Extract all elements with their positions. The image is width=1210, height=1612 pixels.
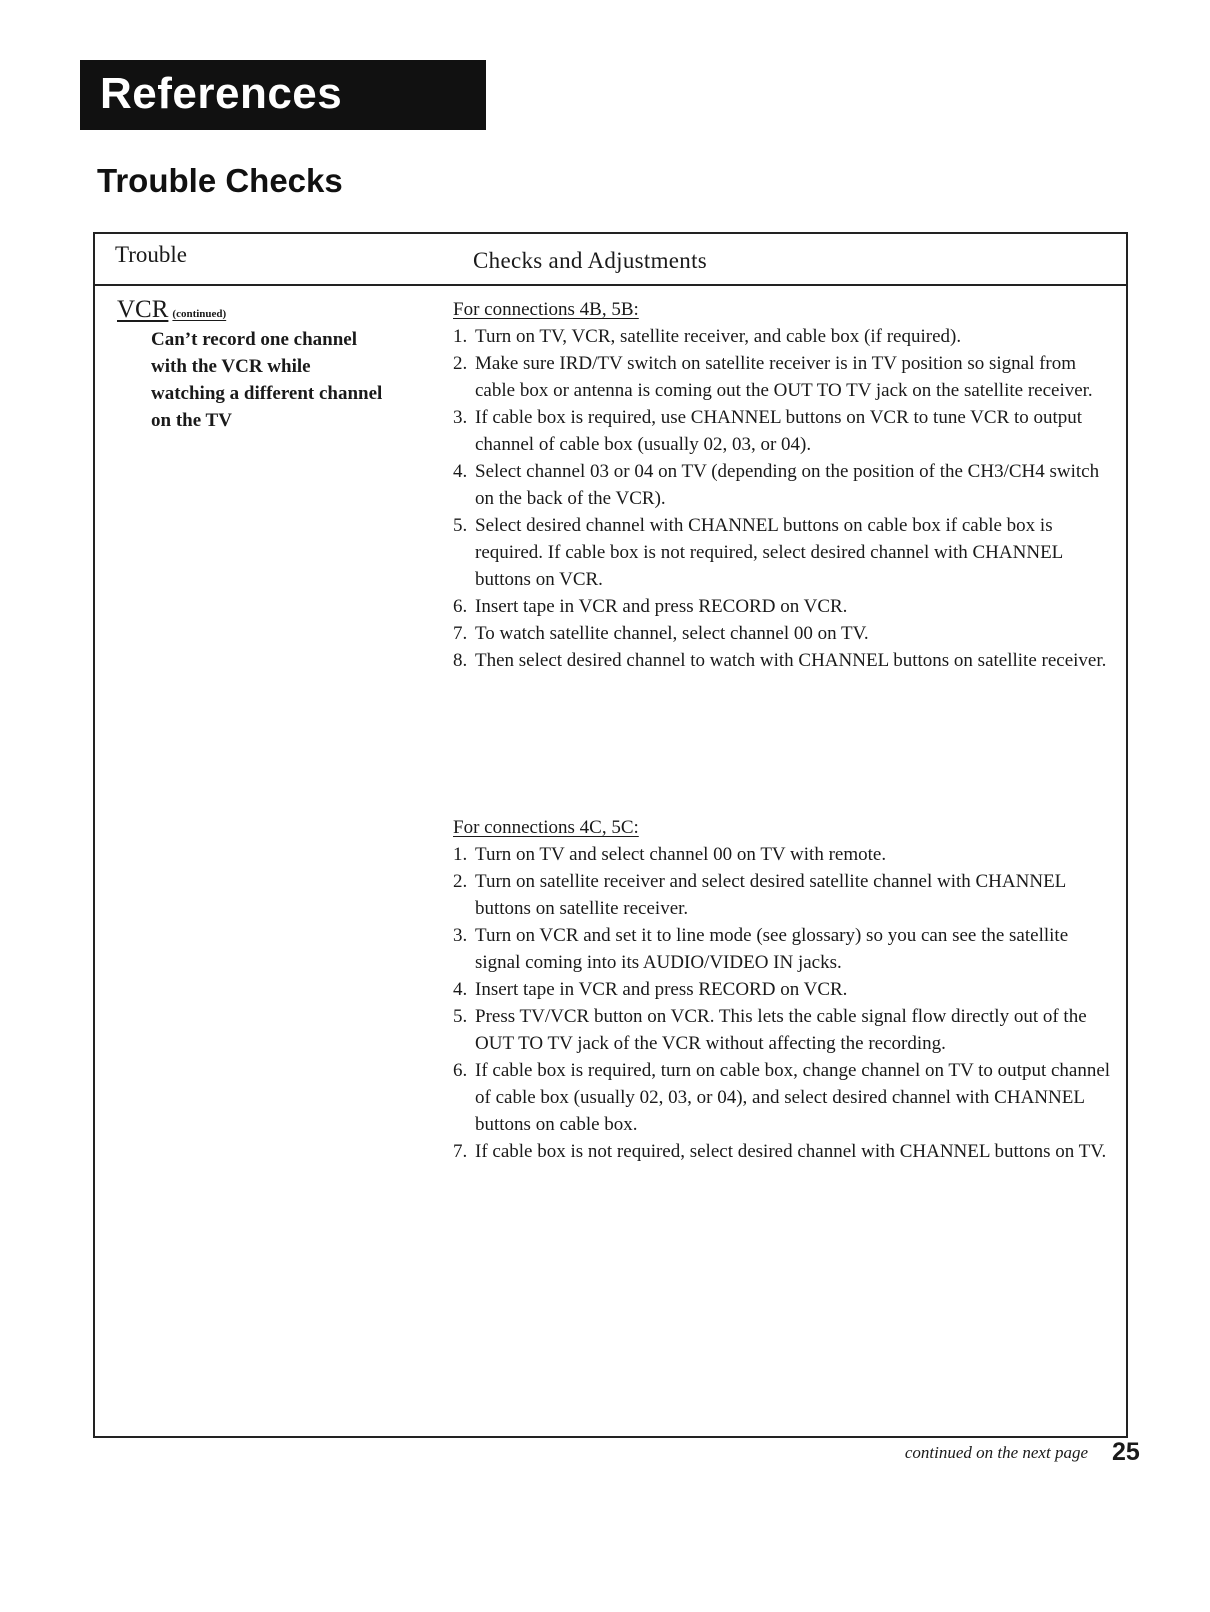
step-number: 2. xyxy=(453,353,468,374)
trouble-description xyxy=(151,326,441,434)
continued-note: continued on the next page xyxy=(904,1443,1088,1462)
checks-block-4b-5b xyxy=(453,296,1113,674)
step-text: Press TV/VCR button on VCR. This lets the cable signal flow directly out of the OUT TO TV jack of the VCR without affecting the recording. xyxy=(475,1006,1087,1054)
header-divider xyxy=(95,284,1126,286)
step-number: 3. xyxy=(453,407,468,428)
step-text: Turn on TV and select channel 00 on TV with remote. xyxy=(475,844,887,865)
step-text: Insert tape in VCR and press RECORD on VCR. xyxy=(475,979,848,1000)
step-item xyxy=(453,868,1113,922)
step-number: 7. xyxy=(453,623,468,644)
step-number: 8. xyxy=(453,650,468,671)
steps-list xyxy=(453,841,1113,1165)
step-text: If cable box is required, turn on cable box, change channel on TV to output channel of cable box (usually 02, 03, or 04), and select desired channel with CHANNEL buttons on cable box. xyxy=(475,1060,1111,1135)
step-text: To watch satellite channel, select channel 00 on TV. xyxy=(475,623,869,644)
step-item xyxy=(453,1057,1113,1138)
step-text: Turn on TV, VCR, satellite receiver, and cable box (if required). xyxy=(475,326,962,347)
trouble-line: watching a different channel xyxy=(151,383,383,404)
step-text: Select channel 03 or 04 on TV (depending on the position of the CH3/CH4 switch on the back of the VCR). xyxy=(475,461,1100,509)
trouble-note: (continued) xyxy=(172,308,227,320)
step-item xyxy=(453,922,1113,976)
step-text: If cable box is required, use CHANNEL buttons on VCR to tune VCR to output channel of cable box (usually 02, 03, or 04). xyxy=(475,407,1083,455)
step-text: Turn on VCR and set it to line mode (see glossary) so you can see the satellite signal coming into its AUDIO/VIDEO IN jacks. xyxy=(475,925,1069,973)
step-number: 7. xyxy=(453,1141,468,1162)
step-item xyxy=(453,404,1113,458)
step-item xyxy=(453,647,1113,674)
page-number: 25 xyxy=(1112,1438,1140,1466)
column-header-trouble: Trouble xyxy=(115,242,187,267)
step-item xyxy=(453,1138,1113,1165)
trouble-line: on the TV xyxy=(151,410,232,431)
step-number: 3. xyxy=(453,925,468,946)
block-heading: For connections 4C, 5C: xyxy=(453,817,639,838)
column-header-checks: Checks and Adjustments xyxy=(473,248,708,273)
step-number: 1. xyxy=(453,326,468,347)
step-number: 4. xyxy=(453,979,468,1000)
step-item xyxy=(453,350,1113,404)
step-item xyxy=(453,976,1113,1003)
step-item xyxy=(453,620,1113,647)
steps-list xyxy=(453,323,1113,674)
step-item xyxy=(453,1003,1113,1057)
step-item xyxy=(453,458,1113,512)
section-banner xyxy=(80,60,486,130)
step-number: 6. xyxy=(453,1060,468,1081)
step-text: Select desired channel with CHANNEL buttons on cable box if cable box is required. If cable box is not required, select desired channel with CHANNEL buttons on VCR. xyxy=(475,515,1063,590)
step-number: 5. xyxy=(453,515,468,536)
trouble-line: Can’t record one channel xyxy=(151,329,357,350)
banner-title: References xyxy=(100,69,343,118)
step-number: 4. xyxy=(453,461,468,482)
step-text: If cable box is not required, select desired channel with CHANNEL buttons on TV. xyxy=(475,1141,1107,1162)
block-heading: For connections 4B, 5B: xyxy=(453,299,639,320)
step-text: Then select desired channel to watch with CHANNEL buttons on satellite receiver. xyxy=(475,650,1107,671)
step-number: 2. xyxy=(453,871,468,892)
trouble-checks-table xyxy=(93,232,1128,1438)
checks-block-4c-5c xyxy=(453,814,1113,1165)
step-item xyxy=(453,323,1113,350)
step-number: 5. xyxy=(453,1006,468,1027)
step-item xyxy=(453,593,1113,620)
page-title: Trouble Checks xyxy=(97,162,343,199)
step-item xyxy=(453,512,1113,593)
trouble-line: with the VCR while xyxy=(151,356,311,377)
step-item xyxy=(453,841,1113,868)
step-text: Make sure IRD/TV switch on satellite receiver is in TV position so signal from cable box or antenna is coming out the OUT TO TV jack on the satellite receiver. xyxy=(475,353,1093,401)
step-number: 6. xyxy=(453,596,468,617)
trouble-name: VCR xyxy=(117,296,169,323)
step-text: Insert tape in VCR and press RECORD on VCR. xyxy=(475,596,848,617)
step-text: Turn on satellite receiver and select desired satellite channel with CHANNEL buttons on satellite receiver. xyxy=(475,871,1066,919)
trouble-cell xyxy=(117,296,437,434)
trouble-heading xyxy=(117,296,437,324)
step-number: 1. xyxy=(453,844,468,865)
